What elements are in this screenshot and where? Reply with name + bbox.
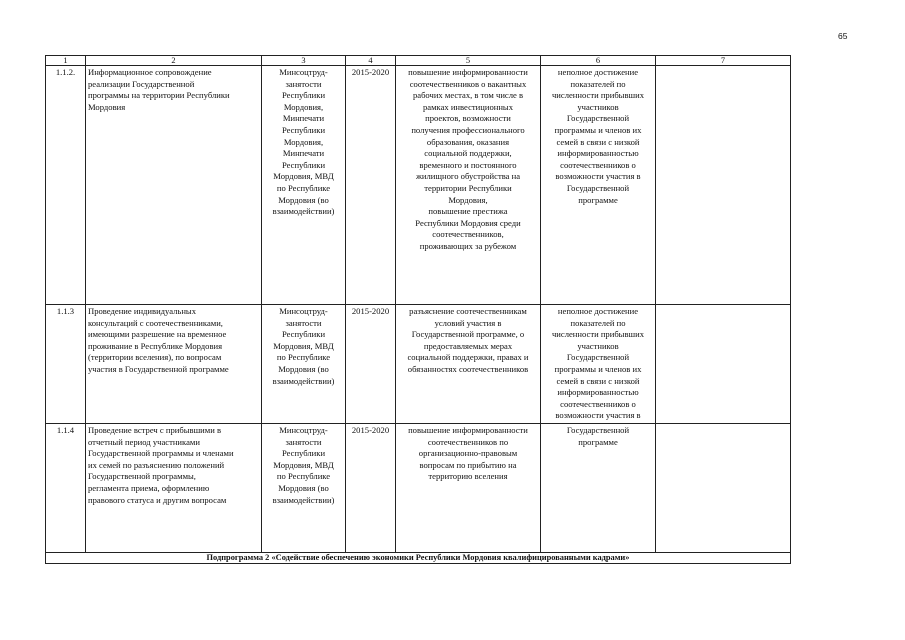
header-col-3: 3 — [262, 56, 346, 66]
subprogram-title: Подпрограмма 2 «Содействие обеспечению экономики Республики Мордовия квалифицированными кадрами» — [46, 553, 791, 564]
measures-table — [45, 55, 791, 564]
period: 2015-2020 — [346, 305, 396, 424]
executor: Минсоцтруд- занятости Республики Мордовия, Минпечати Республики Мордовия, Минпечати Республики Мордовия, МВД по Республике Мордовия (во взаимодействии) — [262, 66, 346, 305]
risk: Государственной программе — [541, 424, 656, 553]
header-col-4: 4 — [346, 56, 396, 66]
executor: Минсоцтруд- занятости Республики Мордовия, МВД по Республике Мордовия (во взаимодействии) — [262, 305, 346, 424]
header-row — [46, 56, 791, 66]
header-col-2: 2 — [86, 56, 262, 66]
table-row — [46, 305, 791, 424]
measure-name: Информационное сопровождение реализации Государственной программы на территории Республики Мордовия — [86, 66, 262, 305]
measure-name: Проведение индивидуальных консультаций с соотечественниками, имеющими разрешение на временное проживание в Республике Мордовия (территории вселения), по вопросам участия в Государственной программе — [86, 305, 262, 424]
subprogram-row — [46, 553, 791, 564]
row-number: 1.1.2. — [46, 66, 86, 305]
risk: неполное достижение показателей по численности прибывших участников Государственной программы и членов их семей в связи с низкой информированностью соотечественников о возможности участия в Государственной программе — [541, 66, 656, 305]
note — [656, 305, 791, 424]
note — [656, 66, 791, 305]
row-number: 1.1.3 — [46, 305, 86, 424]
table-row — [46, 424, 791, 553]
period: 2015-2020 — [346, 66, 396, 305]
measure-name: Проведение встреч с прибывшими в отчетный период участниками Государственной программы и членами их семей по разъяснению положений Государственной программы, регламента приема, оформлению правового статуса и другим вопросам — [86, 424, 262, 553]
expected-result: разъяснение соотечественникам условий участия в Государственной программе, о предоставляемых мерах социальной поддержки, правах и обязанностях соотечественников — [396, 305, 541, 424]
row-number: 1.1.4 — [46, 424, 86, 553]
executor: Минсоцтруд- занятости Республики Мордовия, МВД по Республике Мордовия (во взаимодействии) — [262, 424, 346, 553]
table-row — [46, 66, 791, 305]
header-col-1: 1 — [46, 56, 86, 66]
expected-result: повышение информированности соотечественников по организационно-правовым вопросам по прибытию на территорию вселения — [396, 424, 541, 553]
period: 2015-2020 — [346, 424, 396, 553]
expected-result: повышение информированности соотечественников о вакантных рабочих местах, в том числе в рамках инвестиционных проектов, возможности получения профессионального образования, оказания социальной поддержки, временного и постоянного жилищного обустройства на территории Республики Мордовия, повышение престижа Республики Мордовия среди соотечественников, проживающих за рубежом — [396, 66, 541, 305]
header-col-6: 6 — [541, 56, 656, 66]
header-col-7: 7 — [656, 56, 791, 66]
page-number: 65 — [838, 31, 848, 41]
note — [656, 424, 791, 553]
risk: неполное достижение показателей по численности прибывших участников Государственной программы и членов их семей в связи с низкой информированностью соотечественников о возможности участия в — [541, 305, 656, 424]
header-col-5: 5 — [396, 56, 541, 66]
